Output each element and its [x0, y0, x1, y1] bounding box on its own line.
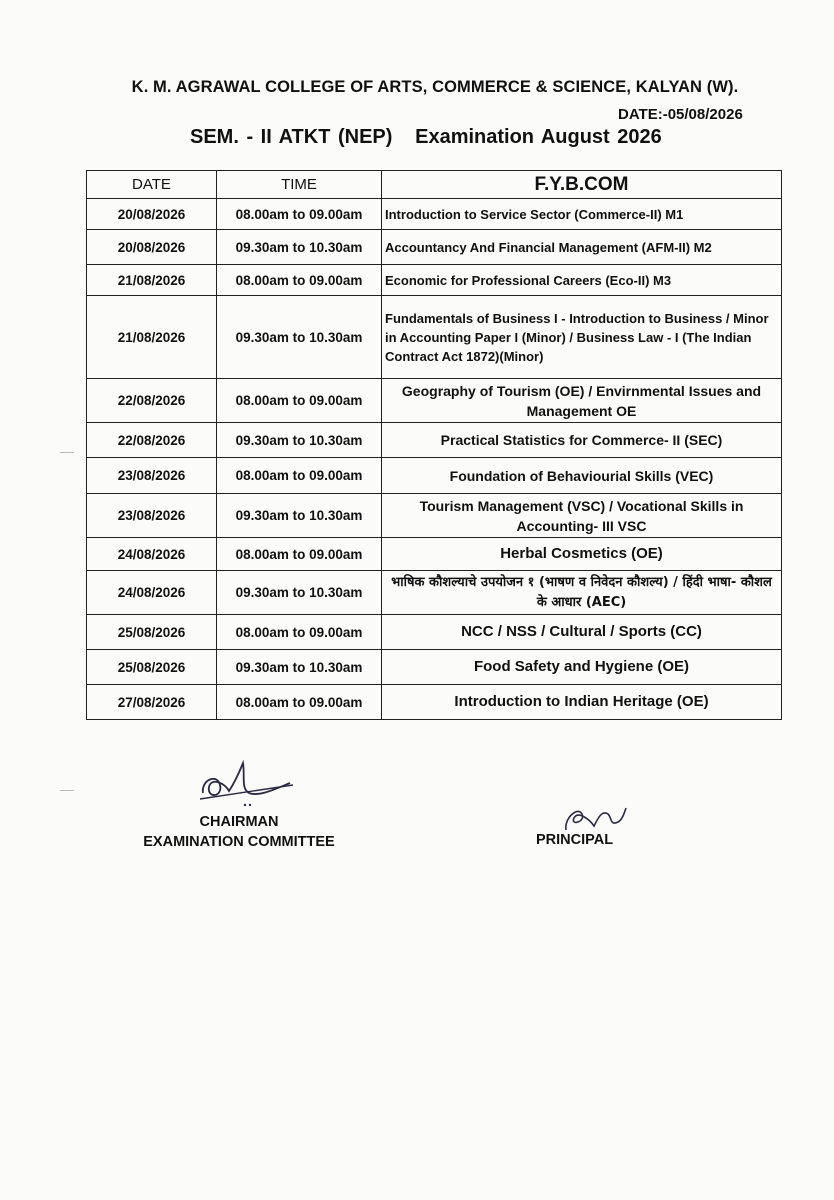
- notice-date: DATE:-05/08/2026: [618, 106, 743, 123]
- row-subject: Tourism Management (VSC) / Vocational Skills in Accounting- III VSC: [382, 494, 782, 538]
- chairman-line1: CHAIRMAN: [199, 814, 279, 830]
- row-date: 20/08/2026: [87, 230, 217, 265]
- row-time: 08.00am to 09.00am: [217, 538, 382, 571]
- header-date: DATE: [87, 171, 217, 199]
- row-time: 08.00am to 09.00am: [217, 199, 382, 230]
- row-subject: Introduction to Indian Heritage (OE): [382, 685, 782, 720]
- row-time: 08.00am to 09.00am: [217, 458, 382, 494]
- row-time: 09.30am to 10.30am: [217, 230, 382, 265]
- row-subject: Foundation of Behaviourial Skills (VEC): [382, 458, 782, 494]
- row-date: 27/08/2026: [87, 685, 217, 720]
- row-time: 08.00am to 09.00am: [217, 265, 382, 296]
- chairman-line2: EXAMINATION COMMITTEE: [143, 834, 335, 850]
- table-row: [87, 650, 782, 685]
- row-subject: भाषिक कौशल्याचे उपयोजन १ (भाषण व निवेदन कौशल्य) / हिंदी भाषा- कौशल के आधार (AEC): [382, 571, 782, 615]
- row-subject: Herbal Cosmetics (OE): [382, 538, 782, 571]
- table-row: [87, 423, 782, 458]
- row-subject: Introduction to Service Sector (Commerce-II) M1: [382, 199, 782, 230]
- row-subject: Economic for Professional Careers (Eco-II) M3: [382, 265, 782, 296]
- table-row: [87, 571, 782, 615]
- chairman-signature: [195, 755, 305, 815]
- row-date: 21/08/2026: [87, 296, 217, 379]
- table-row: [87, 230, 782, 265]
- timetable: [86, 170, 782, 720]
- row-time: 09.30am to 10.30am: [217, 494, 382, 538]
- header-course: F.Y.B.COM: [382, 171, 782, 199]
- chairman-title: [130, 812, 348, 852]
- row-time: 09.30am to 10.30am: [217, 650, 382, 685]
- table-row: [87, 685, 782, 720]
- row-date: 25/08/2026: [87, 615, 217, 650]
- row-subject: NCC / NSS / Cultural / Sports (CC): [382, 615, 782, 650]
- table-row: [87, 265, 782, 296]
- row-date: 20/08/2026: [87, 199, 217, 230]
- row-date: 21/08/2026: [87, 265, 217, 296]
- table-row: [87, 615, 782, 650]
- scan-mark: [60, 790, 74, 791]
- row-subject: Fundamentals of Business I - Introduction to Business / Minor in Accounting Paper I (Minor) / Business Law - I (The Indian Contract Act 1872)(Minor): [382, 296, 782, 379]
- row-date: 23/08/2026: [87, 458, 217, 494]
- row-time: 09.30am to 10.30am: [217, 296, 382, 379]
- table-header-row: [87, 171, 782, 199]
- table-row: [87, 458, 782, 494]
- row-subject: Practical Statistics for Commerce- II (SEC): [382, 423, 782, 458]
- row-date: 24/08/2026: [87, 538, 217, 571]
- row-time: 08.00am to 09.00am: [217, 379, 382, 423]
- row-time: 08.00am to 09.00am: [217, 685, 382, 720]
- row-date: 25/08/2026: [87, 650, 217, 685]
- table-row: [87, 296, 782, 379]
- row-subject: Food Safety and Hygiene (OE): [382, 650, 782, 685]
- scan-mark: [60, 452, 74, 453]
- table-row: [87, 494, 782, 538]
- row-date: 23/08/2026: [87, 494, 217, 538]
- principal-title: PRINCIPAL: [536, 832, 614, 848]
- table-row: [87, 199, 782, 230]
- row-time: 09.30am to 10.30am: [217, 571, 382, 615]
- exam-title: SEM. - II ATKT (NEP) Examination August 2026: [190, 126, 662, 148]
- row-time: 08.00am to 09.00am: [217, 615, 382, 650]
- college-name: K. M. AGRAWAL COLLEGE OF ARTS, COMMERCE & SCIENCE, KALYAN (W).: [131, 78, 739, 96]
- row-date: 22/08/2026: [87, 423, 217, 458]
- table-row: [87, 379, 782, 423]
- header-time: TIME: [217, 171, 382, 199]
- row-date: 22/08/2026: [87, 379, 217, 423]
- table-row: [87, 538, 782, 571]
- row-time: 09.30am to 10.30am: [217, 423, 382, 458]
- row-subject: Accountancy And Financial Management (AFM-II) M2: [382, 230, 782, 265]
- row-subject: Geography of Tourism (OE) / Envirnmental Issues and Management OE: [382, 379, 782, 423]
- row-date: 24/08/2026: [87, 571, 217, 615]
